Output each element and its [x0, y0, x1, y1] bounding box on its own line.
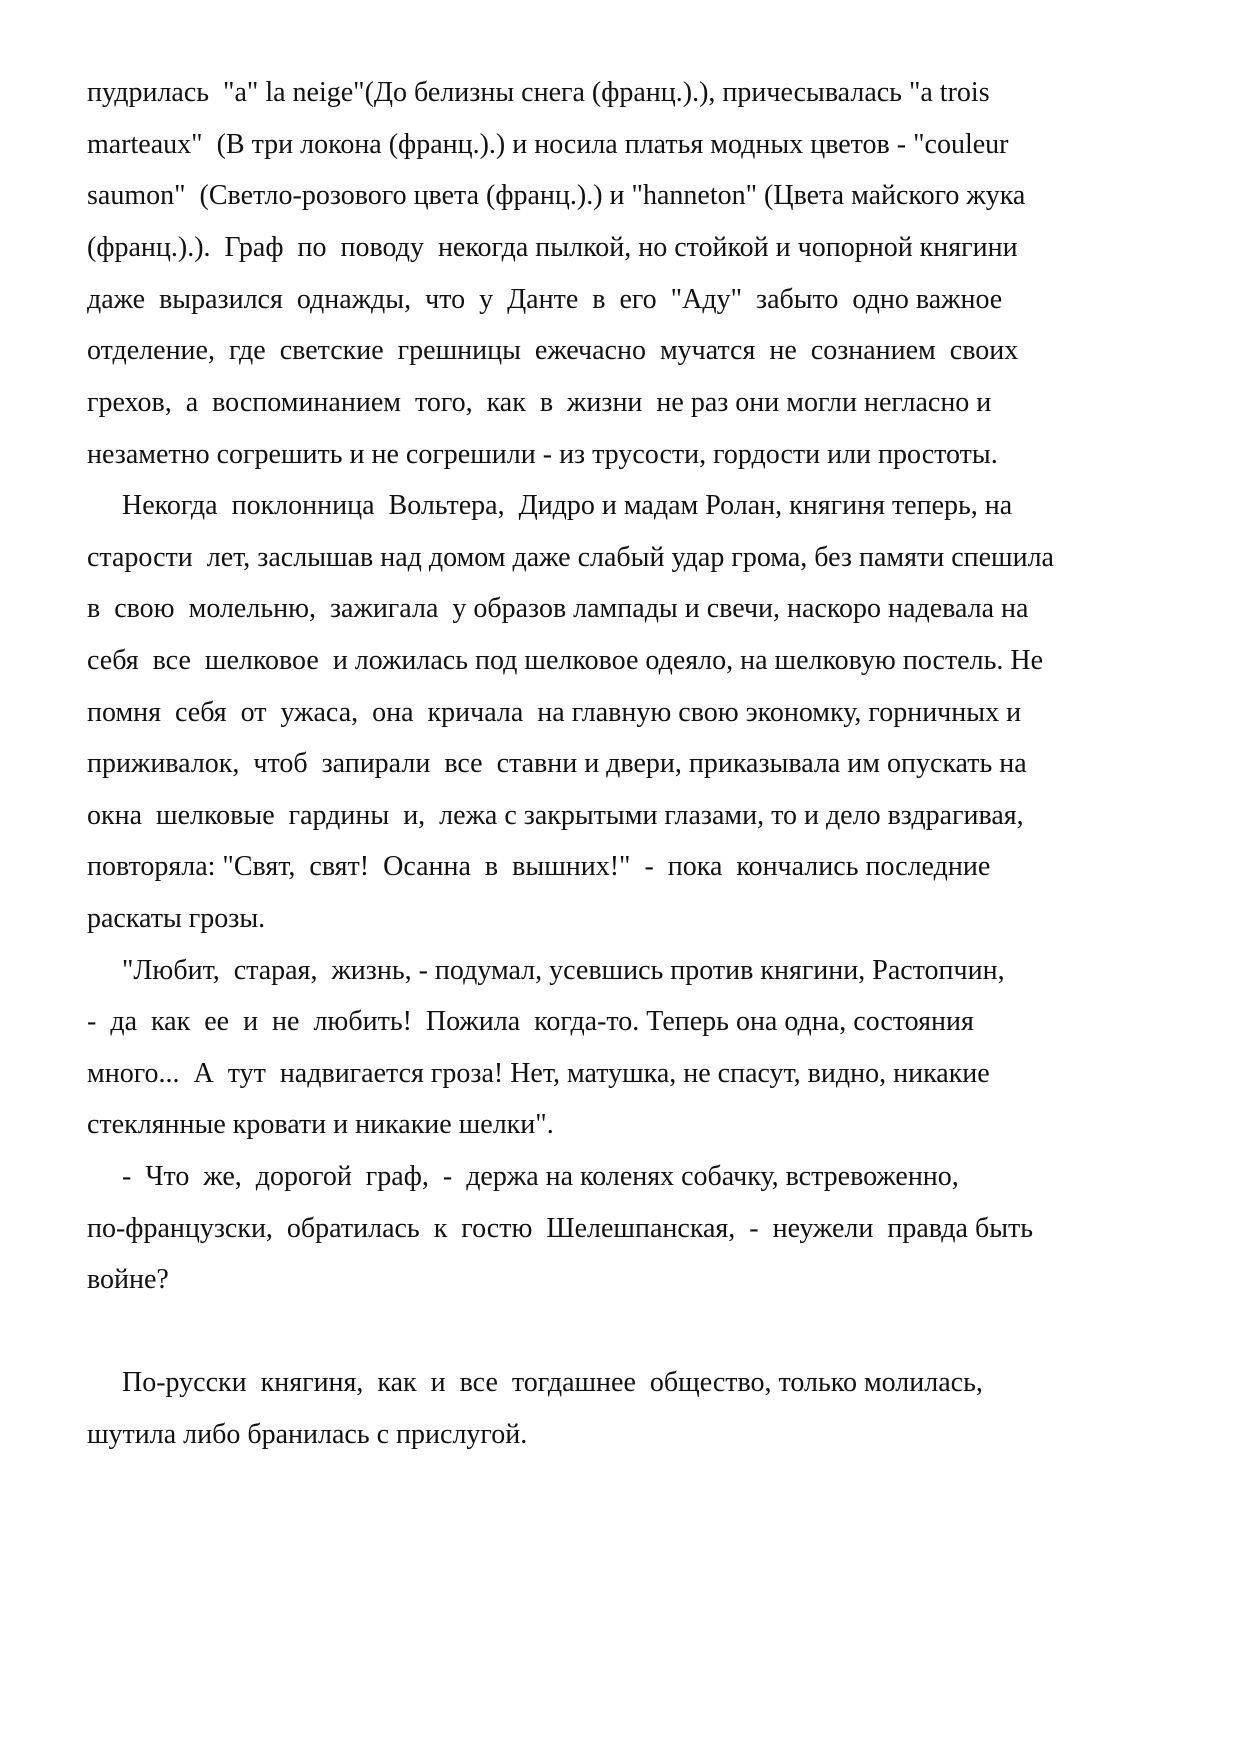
text-line: окна шелковые гардины и, лежа с закрытыми глазами, то и дело вздрагивая, — [87, 800, 1024, 831]
text-line: saumon" (Светло-розового цвета (франц.).) и "hanneton" (Цвета майского жука — [87, 180, 1026, 211]
text-line: помня себя от ужаса, она кричала на главную свою экономку, горничных и — [87, 697, 1022, 728]
text-line: в свою молельню, зажигала у образов лампады и свечи, наскоро надевала на — [87, 593, 1029, 624]
paragraph-start-line: По-русски княгиня, как и все тогдашнее общество, только молилась, — [122, 1367, 983, 1398]
text-line: шутила либо бранилась с прислугой. — [87, 1419, 528, 1450]
text-line: повторяла: "Свят, свят! Осанна в вышних!" - пока кончались последние — [87, 851, 991, 882]
paragraph-start-line: "Любит, старая, жизнь, - подумал, усевшись против княгини, Растопчин, — [122, 955, 1005, 986]
paragraph-start-line: Некогда поклонница Вольтера, Дидро и мадам Ролан, княгиня теперь, на — [122, 490, 1013, 521]
text-line: раскаты грозы. — [87, 903, 266, 934]
paragraph-start-line: - Что же, дорогой граф, - держа на коленях собачку, встревоженно, — [122, 1161, 959, 1192]
text-line: - да как ее и не любить! Пожила когда-то. Теперь она одна, состояния — [87, 1006, 974, 1037]
text-line: войне? — [87, 1264, 169, 1295]
text-line: стеклянные кровати и никакие шелки". — [87, 1109, 554, 1140]
text-line: старости лет, заслышав над домом даже слабый удар грома, без памяти спешила — [87, 542, 1054, 573]
text-line: по-французски, обратилась к гостю Шелешпанская, - неужели правда быть — [87, 1213, 1034, 1244]
text-line: отделение, где светские грешницы ежечасно мучатся не сознанием своих — [87, 335, 1019, 366]
text-line: себя все шелковое и ложилась под шелковое одеяло, на шелковую постель. Не — [87, 645, 1043, 676]
text-line: пудрилась "a" la neige"(До белизны снега (франц.).), причесывалась "a trois — [87, 77, 990, 108]
text-line: незаметно согрешить и не согрешили - из трусости, гордости или простоты. — [87, 439, 998, 470]
text-line: приживалок, чтоб запирали все ставни и двери, приказывала им опускать на — [87, 748, 1027, 779]
text-line: (франц.).). Граф по поводу некогда пылкой, но стойкой и чопорной княгини — [87, 232, 1018, 263]
text-line: marteaux" (В три локона (франц.).) и носила платья модных цветов - "couleur — [87, 129, 1009, 160]
text-line: грехов, а воспоминанием того, как в жизни не раз они могли негласно и — [87, 387, 992, 418]
text-line: много... А тут надвигается гроза! Нет, матушка, не спасут, видно, никакие — [87, 1058, 990, 1089]
text-line: даже выразился однажды, что у Данте в его "Аду" забыто одно важное — [87, 284, 1003, 315]
